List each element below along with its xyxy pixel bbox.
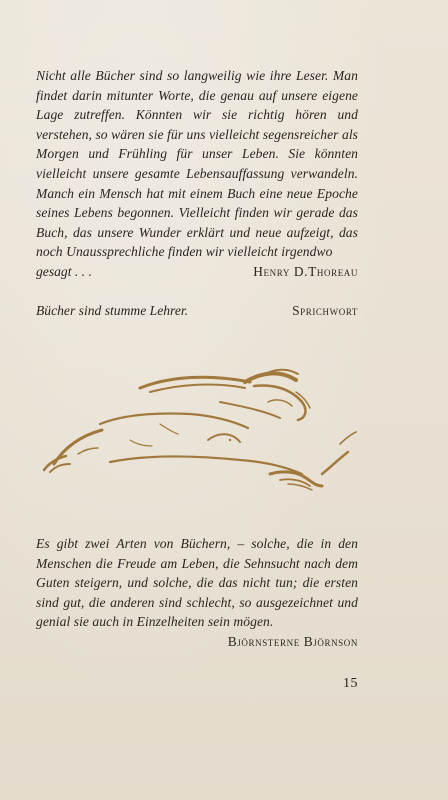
- quote-author: Henry D.Thoreau: [253, 263, 358, 279]
- reclining-figure-illustration: [40, 362, 360, 492]
- quote-author: Björnsterne Björnson: [227, 633, 358, 649]
- quote-thoreau: [36, 66, 358, 282]
- quote-bjornson: [36, 534, 358, 652]
- quote-ending: gesagt . . .: [36, 263, 92, 279]
- quote-author: Sprichwort: [292, 303, 358, 318]
- quote-text: Bücher sind stumme Lehrer.: [36, 303, 189, 318]
- quote-text: Nicht alle Bücher sind so langweilig wie ihre Leser. Man findet darin mitunter Worte, die genau auf unsere eigene Lage zutreffen. Könnten wir sie richtig hören und verstehen, so wären sie für uns vielleicht segensreicher als Morgen und Frühling für unser Leben. Sie könnten vielleicht unsere gesamte Lebensauffassung verwandeln. Manch ein Mensch hat mit einem Buch eine neue Epoche seines Lebens begonnen. Vielleicht finden wir gerade das Buch, das unsere Wunder erklärt und neue aufzeigt, das noch Unaussprechliche finden wir vielleicht irgendwo: [36, 68, 358, 260]
- page-number: 15: [343, 676, 358, 691]
- quote-proverb: [36, 301, 358, 321]
- quote-tail: [36, 262, 358, 282]
- quote-text: Es gibt zwei Arten von Büchern, – solche, die in den Menschen die Freude am Leben, die Sehnsucht nach dem Guten steigern, und solche, die das nicht tun; die ersten sind gut, die anderen sind schlecht, so ausgezeichnet und genial sie auch in Einzelheiten sein mögen.: [36, 536, 358, 630]
